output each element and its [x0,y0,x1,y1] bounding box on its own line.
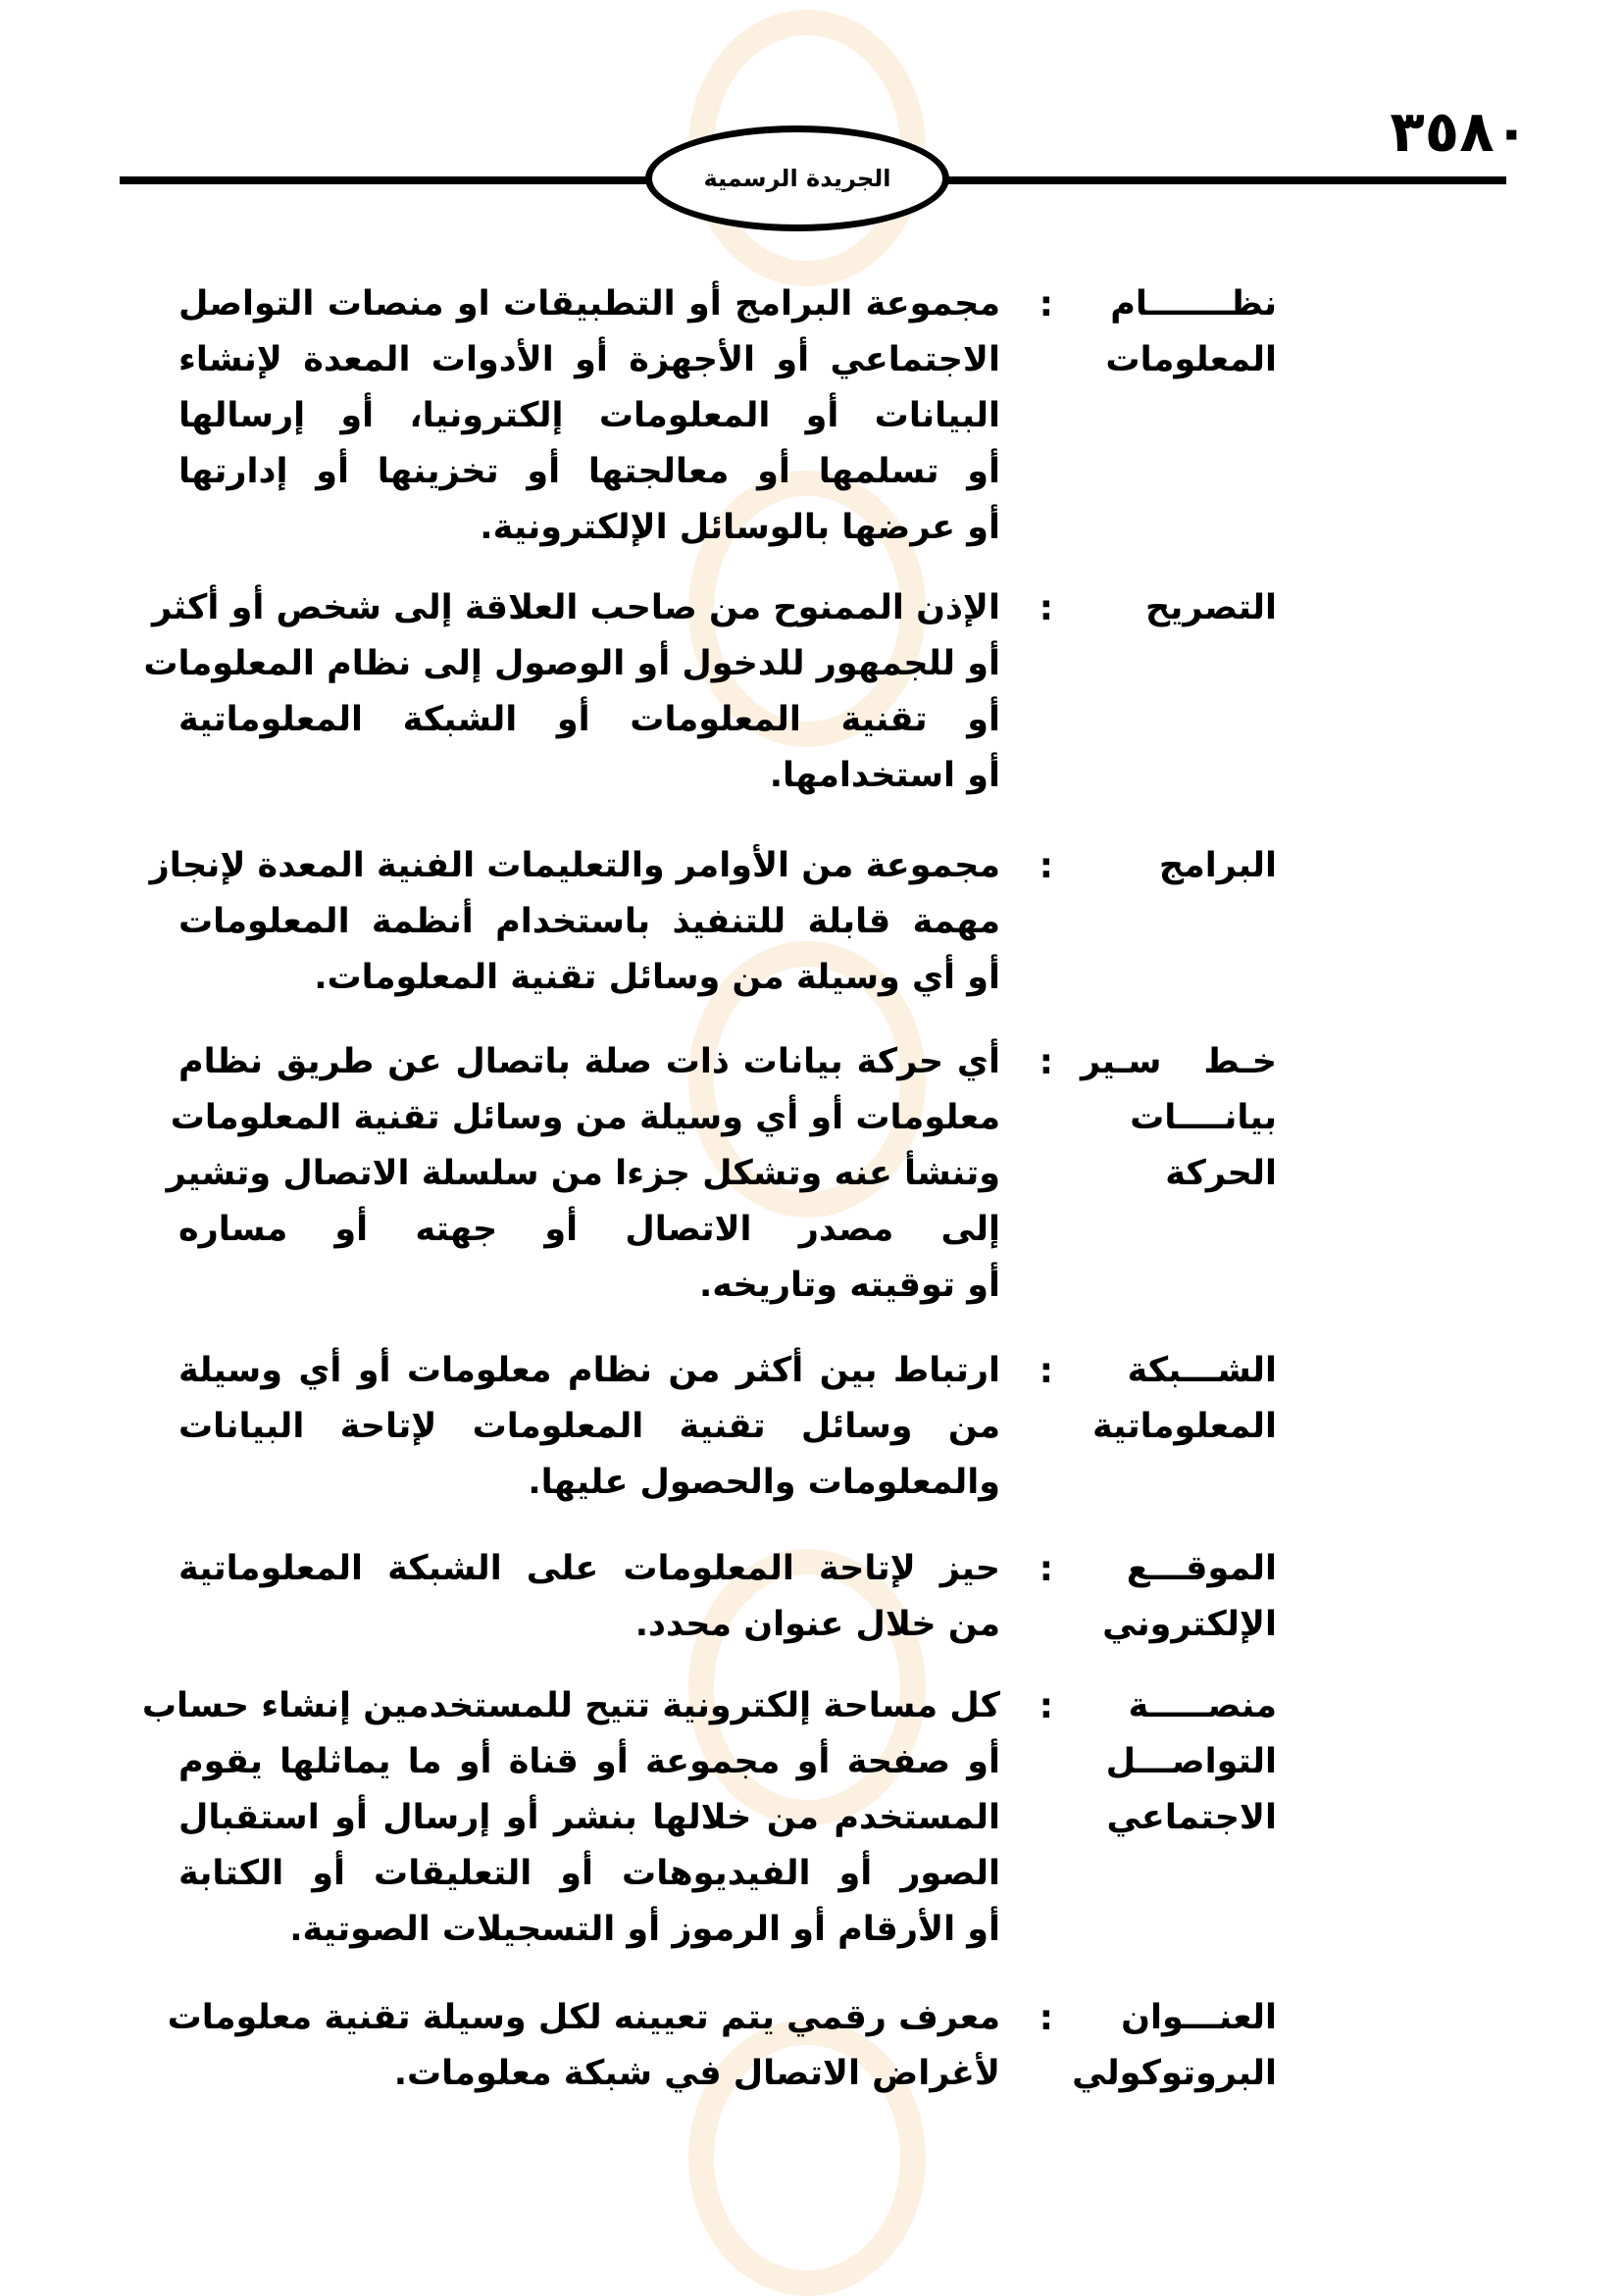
definition-line: أو توقيته وتاريخه. [698,1266,1000,1305]
definition-line: المستخدم من خلالها بنشر أو إرسال أو استقبال [178,1798,1000,1837]
term [1081,1034,1277,1202]
term-line: العنـــوان [1121,1998,1277,2037]
term-line: الموقـــع [1126,1549,1277,1588]
definition-line: من وسائل تقنية المعلومات لإتاحة البيانات [178,1407,1000,1446]
term-line: البرامج [1158,846,1277,885]
definition [141,1678,1000,1958]
definition-line: أو الأرقام أو الرموز أو التسجيلات الصوتية. [289,1910,1000,1949]
term [1081,838,1277,894]
colon: : [1039,1549,1053,1589]
definition-line: إلى مصدر الاتصال أو جهته أو مساره [178,1210,1000,1249]
term-line: بيانــــات [1130,1098,1277,1137]
term-line: الاجتماعي [1106,1798,1277,1837]
page-number: ٣٥٨٠ [1390,98,1529,165]
definition-line: أو استخدامها. [769,756,1000,795]
definition-line: أو صفحة أو مجموعة أو قناة أو ما يماثلها يقوم [178,1742,1000,1781]
colon: : [1039,284,1053,324]
definition [178,1343,1000,1511]
definition-line: حيز لإتاحة المعلومات على الشبكة المعلوماتية [178,1549,1000,1588]
definition-line: معرف رقمي يتم تعيينه لكل وسيلة تقنية معلومات [167,1998,1000,2037]
definition-line: الاجتماعي أو الأجهزة أو الأدوات المعدة لإنشاء [178,340,1000,379]
definition [178,276,1000,556]
definition-line: أو تقنية المعلومات أو الشبكة المعلوماتية [178,700,1000,739]
colon: : [1039,1998,1053,2038]
definition-line: مجموعة البرامج أو التطبيقات او منصات التواصل [178,284,1000,324]
term [1081,276,1277,388]
term-line: التصريح [1144,588,1277,627]
term-line: منصـــــة [1128,1686,1277,1725]
term-line: الشـــبكة [1127,1351,1277,1390]
term-line: نظـــــــام [1110,284,1277,324]
definition-line: معلومات أو أي وسيلة من وسائل تقنية المعلومات [170,1098,1000,1137]
definition-line: أو عرضها بالوسائل الإلكترونية. [480,508,1000,547]
term [1081,580,1277,636]
definition [178,1541,1000,1653]
term-line: المعلومات [1105,340,1277,379]
definition-line: الصور أو الفيديوهات أو التعليقات أو الكتابة [178,1854,1000,1893]
colon: : [1039,1042,1053,1082]
term-line: البروتوكولي [1072,2054,1277,2093]
definition [167,1990,1000,2102]
definition-line: وتنشأ عنه وتشكل جزءا من سلسلة الاتصال وتشير [166,1154,1000,1193]
definition-line: ارتباط بين أكثر من نظام معلومات أو أي وسيلة [178,1351,1000,1390]
colon: : [1039,588,1053,628]
publication-title: الجريدة الرسمية [703,165,891,192]
definition-line: من خلال عنوان محدد. [634,1605,1000,1644]
definition-line: الإذن الممنوح من صاحب العلاقة إلى شخص أو أكثر [151,588,1000,627]
definition-line: لأغراض الاتصال في شبكة معلومات. [393,2054,1000,2093]
definition-line: أو تسلمها أو معالجتها أو تخزينها أو إدارتها [178,452,1000,491]
term-line: خـط سـير [1081,1042,1277,1081]
definition-line: مجموعة من الأوامر والتعليمات الفنية المعدة لإنجاز [149,846,1000,885]
definition-line: كل مساحة إلكترونية تتيح للمستخدمين إنشاء حساب [141,1686,1000,1725]
term-line: المعلوماتية [1091,1407,1277,1446]
colon: : [1039,1686,1053,1726]
colon: : [1039,1351,1053,1391]
definition-line: أي حركة بيانات ذات صلة باتصال عن طريق نظام [178,1042,1000,1081]
definition-line: أو للجمهور للدخول أو الوصول إلى نظام المعلومات [143,644,1000,683]
colon: : [1039,846,1053,886]
definition-line: مهمة قابلة للتنفيذ باستخدام أنظمة المعلومات [178,902,1000,941]
definition-line: البيانات أو المعلومات إلكترونيا، أو إرسالها [178,396,1000,435]
publication-seal [645,125,949,231]
definition [166,1034,1000,1314]
definition [149,838,1000,1006]
definition-line: والمعلومات والحصول عليها. [528,1463,1000,1502]
term [1072,1990,1277,2102]
term-line: الإلكتروني [1102,1605,1277,1644]
term [1081,1343,1277,1455]
definition [143,580,1000,804]
term-line: الحركة [1165,1154,1277,1193]
term [1081,1678,1277,1846]
term-line: التواصـــل [1105,1742,1277,1781]
term [1081,1541,1277,1653]
definition-line: أو أي وسيلة من وسائل تقنية المعلومات. [314,958,1000,997]
